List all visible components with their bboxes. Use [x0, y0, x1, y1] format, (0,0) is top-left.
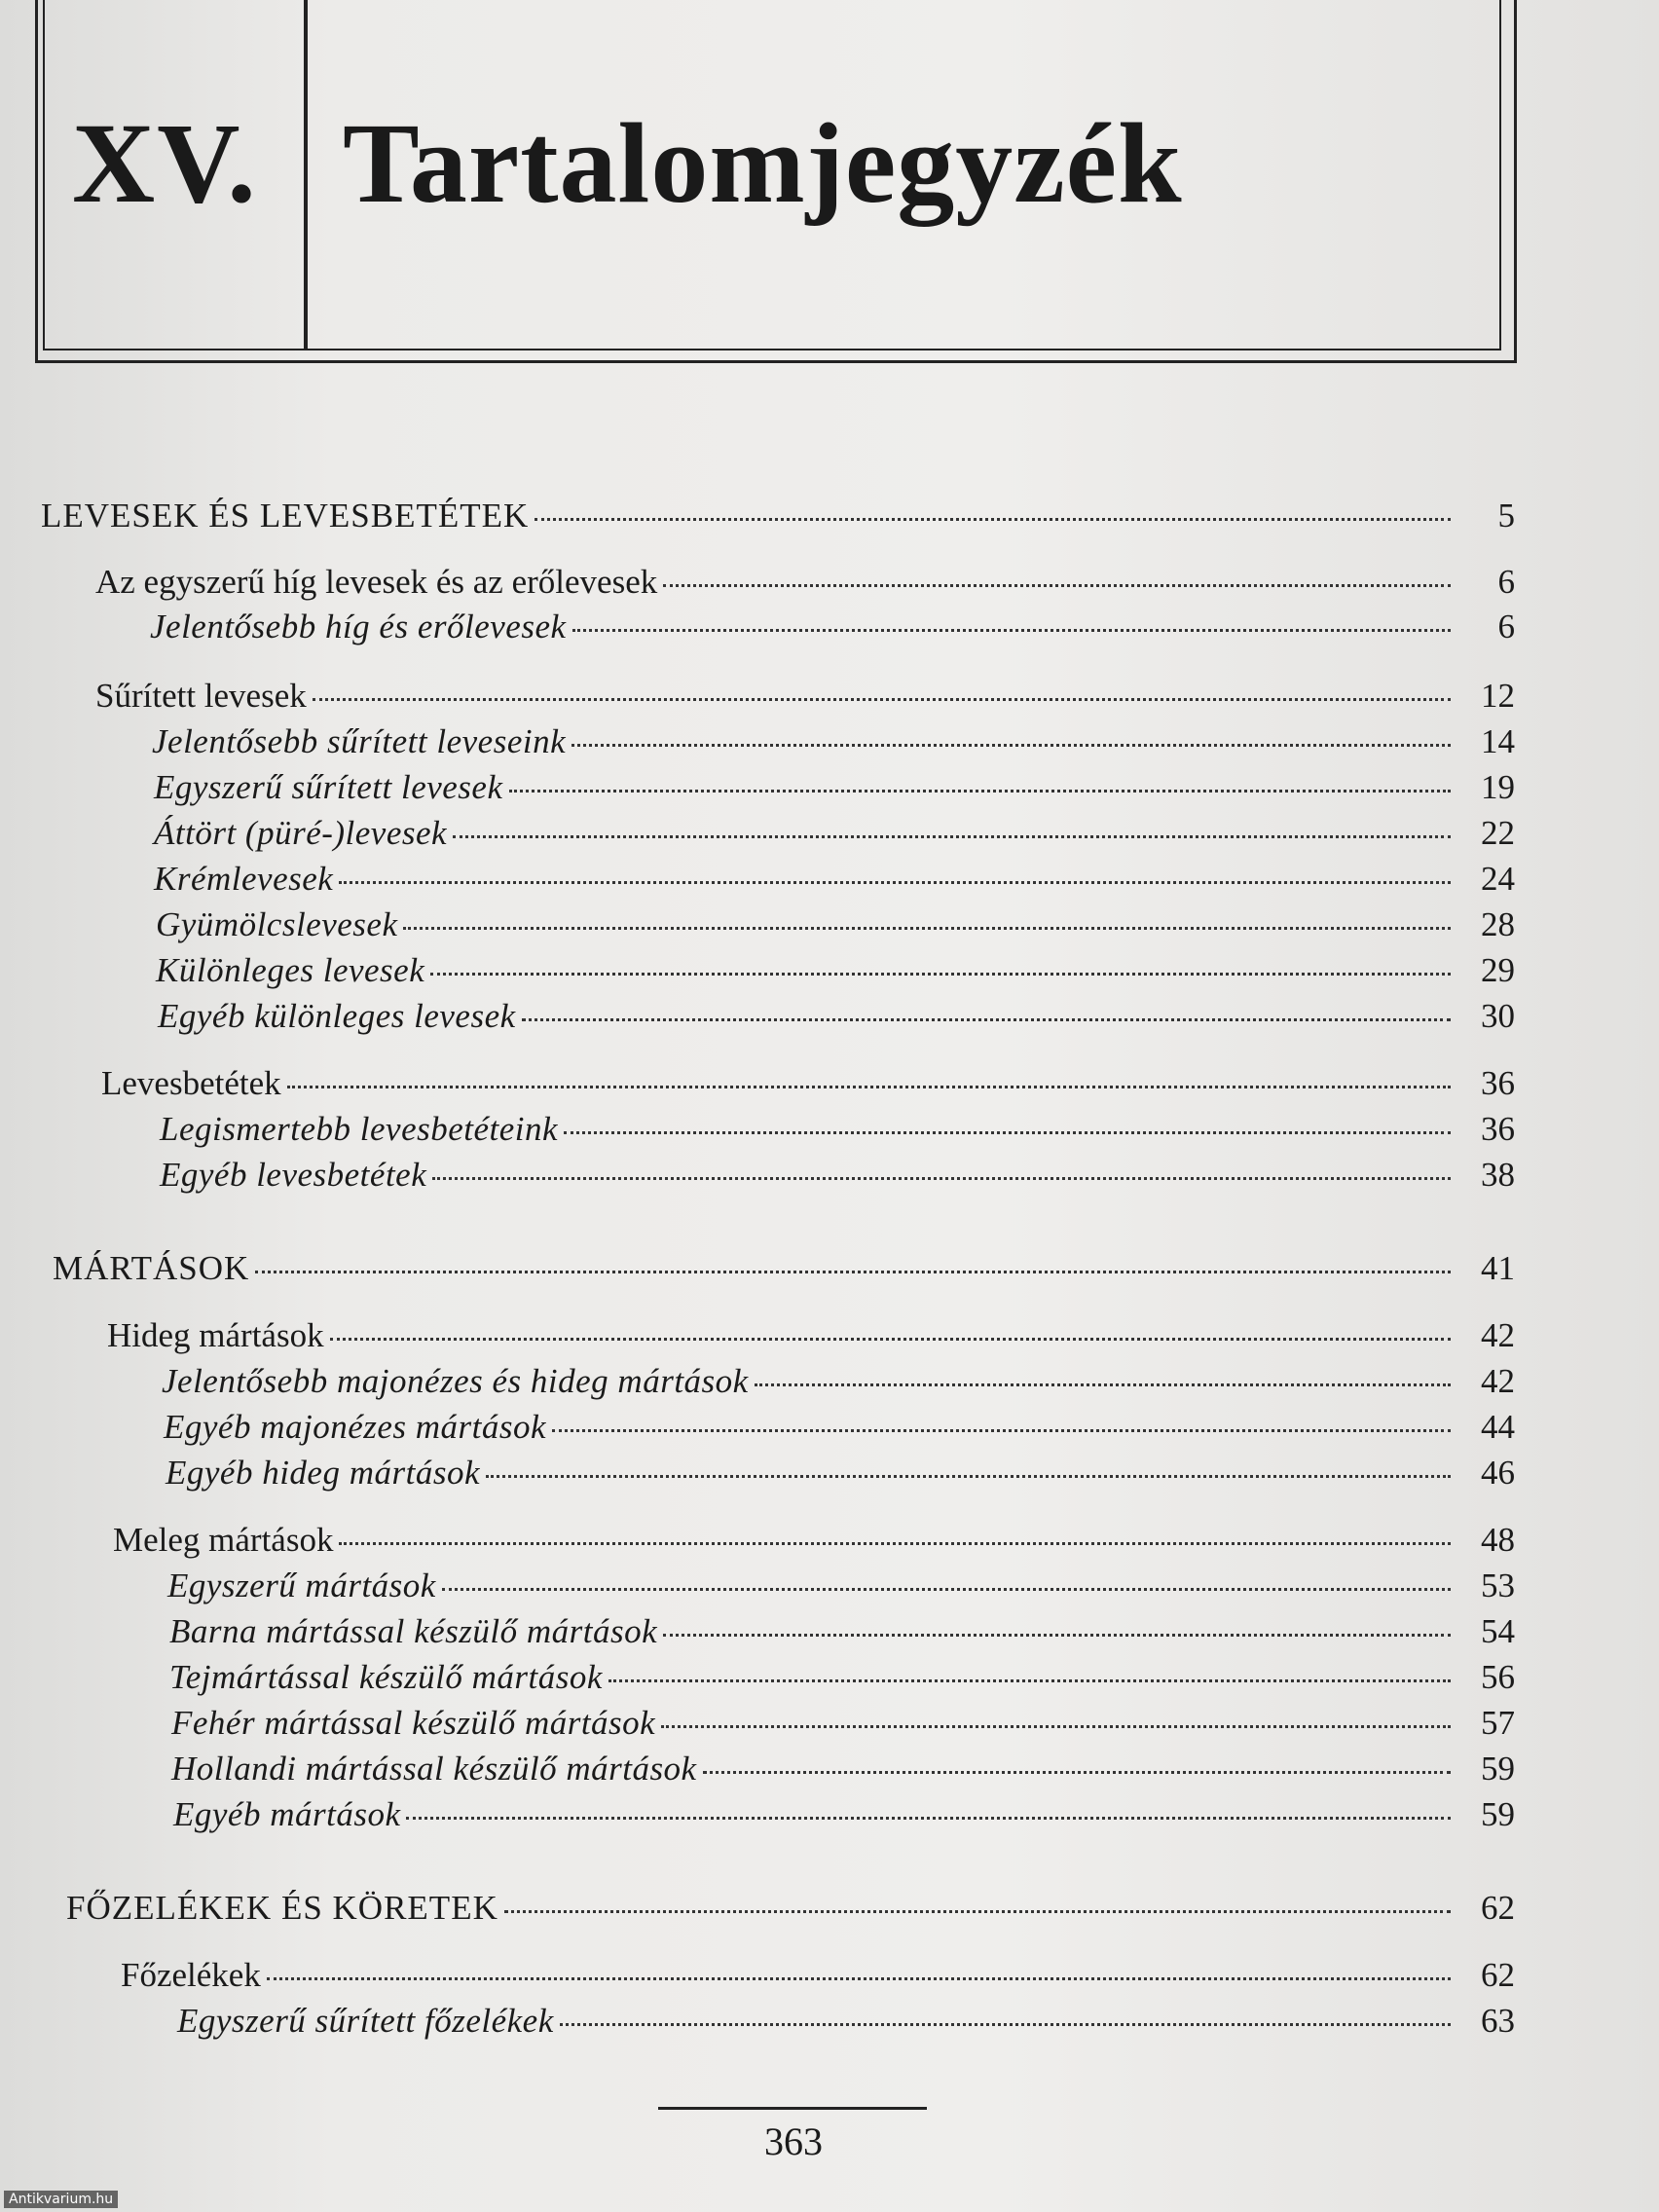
dot-leader	[255, 1270, 1451, 1273]
toc-entry-page: 44	[1481, 1408, 1515, 1446]
dot-leader	[608, 1678, 1451, 1682]
dot-leader	[661, 1724, 1451, 1728]
toc-entry-label: Egyszerű sűrített főzelékek	[177, 2002, 554, 2040]
toc-entry-label: Hollandi mártással készülő mártások	[171, 1750, 697, 1788]
toc-entry	[164, 1408, 1515, 1447]
toc-entry-page: 46	[1481, 1454, 1515, 1492]
dot-leader	[663, 583, 1451, 587]
toc-entry	[154, 814, 1515, 853]
toc-entry-label: Tejmártással készülő mártások	[169, 1658, 603, 1696]
dot-leader	[330, 1337, 1451, 1341]
toc-entry-page: 36	[1481, 1064, 1515, 1102]
toc-entry-label: MÁRTÁSOK	[53, 1249, 250, 1287]
dot-leader	[403, 926, 1451, 930]
toc-entry-label: Sűrített levesek	[95, 677, 307, 715]
toc-entry-page: 59	[1481, 1750, 1515, 1788]
toc-entry-page: 12	[1481, 677, 1515, 715]
toc-entry	[171, 1704, 1515, 1743]
page-number: 363	[764, 2120, 823, 2163]
dot-leader	[406, 1816, 1451, 1820]
toc-entry-label: Áttört (püré-)levesek	[154, 814, 448, 852]
toc-entry	[152, 722, 1515, 761]
dot-leader	[755, 1382, 1451, 1386]
toc-entry-label: Az egyszerű híg levesek és az erőlevesek	[95, 563, 658, 601]
toc-entry	[173, 1795, 1515, 1834]
dot-leader	[339, 1541, 1451, 1545]
toc-entry	[95, 563, 1515, 602]
toc-entry-label: Különleges levesek	[156, 951, 425, 989]
dot-leader	[535, 517, 1451, 521]
chapter-number: XV.	[72, 99, 258, 227]
dot-leader	[442, 1587, 1451, 1591]
toc-entry-page: 19	[1481, 768, 1515, 806]
toc-entry-label: Főzelékek	[121, 1956, 261, 1994]
toc-entry	[107, 1316, 1515, 1355]
dot-leader	[571, 743, 1451, 747]
toc-entry	[150, 608, 1515, 646]
toc-entry	[169, 1658, 1515, 1697]
toc-entry	[113, 1521, 1515, 1560]
toc-entry-label: Egyéb levesbetétek	[160, 1156, 427, 1194]
dot-leader	[287, 1085, 1451, 1088]
dot-leader	[572, 628, 1451, 632]
toc-entry	[167, 1567, 1515, 1605]
toc-entry-page: 59	[1481, 1795, 1515, 1833]
toc-entry-page: 30	[1481, 997, 1515, 1035]
toc-entry-page: 62	[1481, 1889, 1515, 1927]
toc-entry	[66, 1889, 1515, 1928]
toc-entry	[53, 1249, 1515, 1288]
toc-entry-label: Fehér mártással készülő mártások	[171, 1704, 656, 1742]
toc-entry-label: Egyszerű sűrített levesek	[154, 768, 503, 806]
dot-leader	[267, 1976, 1451, 1980]
toc-entry	[160, 1110, 1515, 1149]
toc-entry-page: 62	[1481, 1956, 1515, 1994]
dot-leader	[313, 697, 1451, 701]
toc-entry-label: Egyéb különleges levesek	[158, 997, 516, 1035]
dot-leader	[453, 834, 1451, 838]
toc-entry-label: Jelentősebb majonézes és hideg mártások	[162, 1362, 749, 1400]
dot-leader	[339, 880, 1451, 884]
toc-entry	[121, 1956, 1515, 1995]
toc-entry	[154, 768, 1515, 807]
toc-entry-page: 28	[1481, 905, 1515, 943]
dot-leader	[486, 1474, 1451, 1478]
toc-entry-page: 6	[1497, 608, 1515, 645]
toc-entry-page: 36	[1481, 1110, 1515, 1148]
toc-entry-page: 6	[1497, 563, 1515, 601]
dot-leader	[663, 1633, 1451, 1637]
toc-entry-label: Egyszerű mártások	[167, 1567, 436, 1604]
toc-entry-page: 22	[1481, 814, 1515, 852]
dot-leader	[430, 972, 1451, 976]
toc-entry	[158, 997, 1515, 1036]
toc-entry-label: Barna mártással készülő mártások	[169, 1612, 658, 1650]
toc-entry	[41, 497, 1515, 535]
dot-leader	[560, 2022, 1451, 2026]
toc-entry-label: Meleg mártások	[113, 1521, 334, 1559]
toc-entry-label: Hideg mártások	[107, 1316, 324, 1354]
toc-entry-label: Jelentősebb híg és erőlevesek	[150, 608, 567, 645]
toc-entry	[101, 1064, 1515, 1103]
chapter-title: Tartalomjegyzék	[343, 99, 1183, 227]
dot-leader	[432, 1176, 1451, 1180]
toc-entry-label: Levesbetétek	[101, 1064, 281, 1102]
toc-entry	[156, 951, 1515, 990]
toc-entry	[177, 2002, 1515, 2041]
toc-entry-page: 48	[1481, 1521, 1515, 1559]
toc-entry-page: 63	[1481, 2002, 1515, 2040]
toc-entry-page: 5	[1497, 497, 1515, 535]
toc-entry-label: Gyümölcslevesek	[156, 905, 398, 943]
toc-entry-label: LEVESEK ÉS LEVESBETÉTEK	[41, 497, 530, 535]
toc-entry-page: 41	[1481, 1249, 1515, 1287]
toc-entry-label: Egyéb majonézes mártások	[164, 1408, 547, 1446]
footer-rule	[658, 2107, 927, 2110]
dot-leader	[504, 1909, 1451, 1913]
toc-entry	[169, 1612, 1515, 1651]
toc-entry-page: 57	[1481, 1704, 1515, 1742]
toc-entry-page: 29	[1481, 951, 1515, 989]
toc-entry-page: 54	[1481, 1612, 1515, 1650]
toc-entry	[160, 1156, 1515, 1195]
toc-entry-label: Jelentősebb sűrített leveseink	[152, 722, 567, 760]
toc-entry-label: Krémlevesek	[154, 860, 334, 898]
toc-entry-page: 53	[1481, 1567, 1515, 1604]
dot-leader	[703, 1770, 1451, 1774]
toc-entry	[95, 677, 1515, 716]
toc-entry	[171, 1750, 1515, 1788]
toc-entry-label: Egyéb mártások	[173, 1795, 401, 1833]
dot-leader	[509, 789, 1451, 793]
toc-entry-label: Legismertebb levesbetéteink	[160, 1110, 559, 1148]
toc-entry-page: 42	[1481, 1362, 1515, 1400]
toc-entry-page: 24	[1481, 860, 1515, 898]
toc-entry	[162, 1362, 1515, 1401]
toc-entry-label: Egyéb hideg mártások	[166, 1454, 480, 1492]
toc-entry	[154, 860, 1515, 899]
toc-entry-page: 14	[1481, 722, 1515, 760]
toc-entry-label: FŐZELÉKEK ÉS KÖRETEK	[66, 1889, 498, 1927]
toc-entry	[166, 1454, 1515, 1493]
toc-entry-page: 38	[1481, 1156, 1515, 1194]
dot-leader	[552, 1428, 1451, 1432]
dot-leader	[564, 1130, 1451, 1134]
watermark: Antikvarium.hu	[4, 2191, 118, 2208]
dot-leader	[522, 1017, 1451, 1021]
toc-entry	[156, 905, 1515, 944]
toc-entry-page: 42	[1481, 1316, 1515, 1354]
toc-entry-page: 56	[1481, 1658, 1515, 1696]
